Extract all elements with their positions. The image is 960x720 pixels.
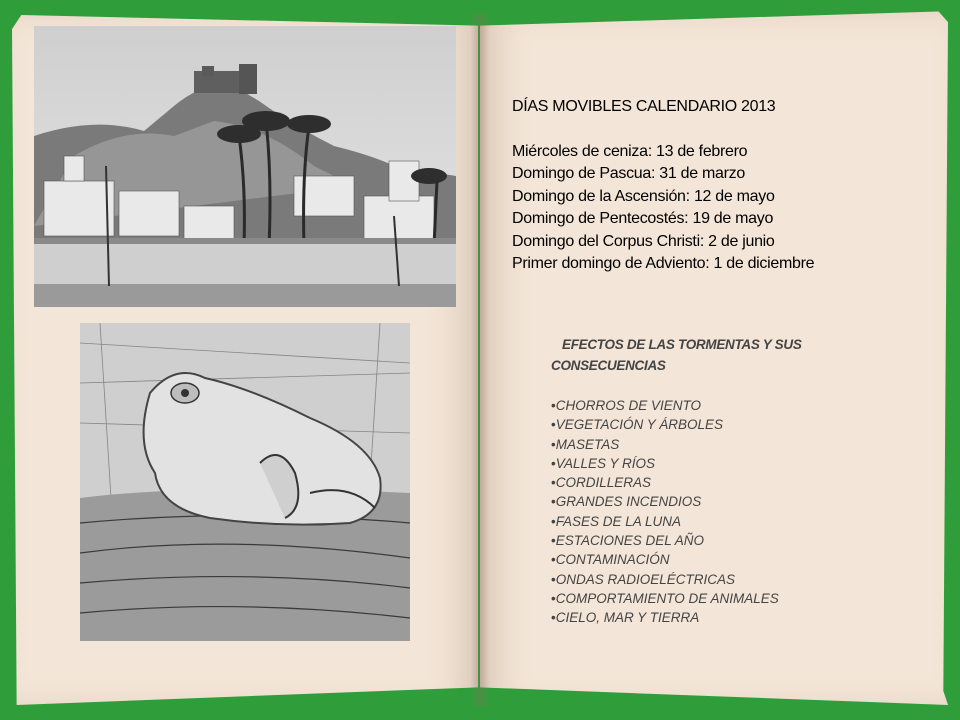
list-item — [551, 473, 931, 492]
list-item — [551, 396, 931, 415]
calendar-line: Domingo de la Ascensión: 12 de mayo — [512, 187, 775, 205]
list-item-label: ONDAS RADIOELÉCTRICAS — [555, 571, 736, 587]
list-item-label: ESTACIONES DEL AÑO — [555, 533, 705, 549]
calendar-line: Domingo de Pascua: 31 de marzo — [512, 165, 745, 182]
list-item-label: MASETAS — [555, 436, 620, 452]
list-item-label: VALLES Y RÍOS — [555, 455, 656, 471]
list-item-label: FASES DE LA LUNA — [555, 513, 682, 529]
list-item — [551, 531, 931, 550]
list-item-label: CONTAMINACIÓN — [555, 552, 670, 568]
list-item — [551, 512, 931, 531]
bullet-icon: • — [551, 436, 556, 452]
list-item — [551, 589, 931, 608]
list-item — [551, 608, 931, 627]
heading-line-1: EFECTOS DE LAS TORMENTAS Y SUS — [562, 337, 802, 352]
calendar-line: Primer domingo de Adviento: 1 de diciembre — [512, 255, 815, 272]
list-item-label: GRANDES INCENDIOS — [555, 494, 702, 510]
movable-days-calendar — [512, 96, 932, 276]
list-item-label: COMPORTAMIENTO DE ANIMALES — [555, 590, 779, 606]
bullet-icon: • — [551, 552, 556, 568]
bullet-icon: • — [551, 455, 556, 471]
calendar-line: Domingo del Corpus Christi: 2 de junio — [512, 232, 775, 250]
list-item-label: CORDILLERAS — [555, 475, 652, 491]
calendar-title: DÍAS MOVIBLES CALENDARIO 2013 — [512, 98, 776, 115]
storm-effects-section — [551, 334, 931, 628]
calendar-line: Domingo de Pentecostés: 19 de mayo — [512, 210, 774, 227]
bullet-icon: • — [551, 533, 556, 549]
bullet-icon: • — [551, 494, 556, 510]
frog-sketch-image — [80, 323, 410, 641]
list-item-label: CHORROS DE VIENTO — [555, 398, 702, 413]
book-spine — [470, 14, 490, 706]
list-item — [551, 415, 931, 434]
calendar-line: Miércoles de ceniza: 13 de febrero — [512, 142, 748, 160]
bullet-icon: • — [551, 590, 556, 606]
list-item — [551, 492, 931, 511]
list-item-label: CIELO, MAR Y TIERRA — [555, 610, 700, 626]
bullet-icon: • — [551, 417, 556, 433]
storm-effects-list — [551, 396, 931, 628]
storm-effects-heading — [551, 334, 931, 376]
town-castle-photo — [34, 26, 456, 307]
list-item — [551, 454, 931, 473]
list-item — [551, 435, 931, 454]
bullet-icon: • — [551, 475, 556, 491]
bullet-icon: • — [551, 398, 556, 413]
bullet-icon: • — [551, 513, 556, 529]
bullet-icon: • — [551, 610, 556, 626]
list-item — [551, 550, 931, 569]
list-item — [551, 570, 931, 589]
list-item-label: VEGETACIÓN Y ÁRBOLES — [555, 417, 724, 433]
heading-line-2: CONSECUENCIAS — [551, 358, 666, 373]
bullet-icon: • — [551, 571, 556, 587]
